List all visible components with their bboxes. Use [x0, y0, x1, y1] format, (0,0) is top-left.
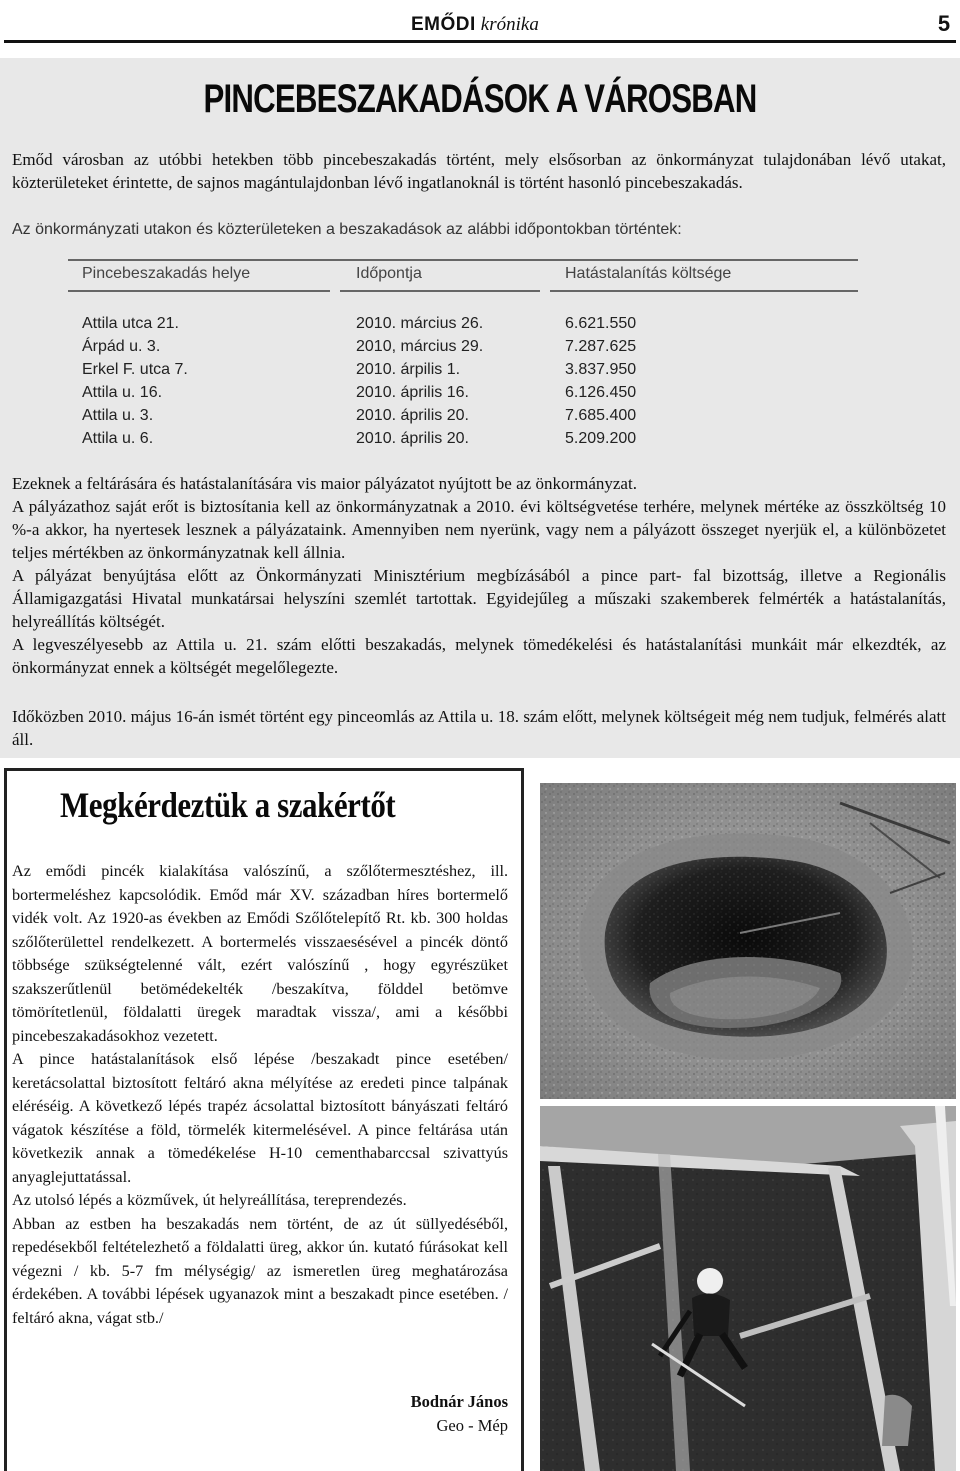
table-header-location: Pincebeszakadás helye — [82, 265, 251, 282]
table-cell-date: 2010. április 20. — [356, 430, 469, 447]
excavation-photo — [540, 1106, 956, 1471]
table-cell-cost: 6.126.450 — [565, 384, 637, 401]
table-header-cost: Hatástalanítás költsége — [565, 265, 732, 282]
table-cell-cost: 5.209.200 — [565, 430, 637, 447]
author-company: Geo - Mép — [436, 1416, 508, 1435]
table-cell-location: Attila u. 6. — [82, 430, 154, 447]
table-top-rule — [68, 259, 858, 261]
page-number: 5 — [930, 10, 958, 38]
body-paragraph: A legveszélyesebb az Attila u. 21. szám előtti beszakadás, melynek tömedékelési és hatástalanítási munkáit már elkezdték, az önkormányzat ennek a költségét megelőlegezte. — [12, 635, 946, 677]
table-cell-cost: 7.685.400 — [565, 407, 637, 424]
table-cell-cost: 7.287.625 — [565, 338, 637, 355]
masthead — [411, 12, 539, 37]
table-header-rule-1 — [68, 290, 330, 292]
table-intro-text: Az önkormányzati utakon és közterületeken a beszakadások az alábbi időpontokban történtek: — [12, 221, 682, 238]
box-frame-top — [4, 768, 524, 771]
table-header-date: Időpontja — [356, 265, 422, 282]
table-header-rule-2 — [340, 290, 540, 292]
body-paragraph: Ezeknek a feltárására és hatástalanítására vis maior pályázatot nyújtott be az önkormányzat. — [12, 474, 637, 493]
body-paragraph: A pályázat benyújtása előtt az Önkormányzati Minisztérium megbízásából a pince part- fal bizottság, illetve a Regionális Államigazgatási Hivatal munkatársai helyszíni szemlét tartottak. Egyidejűleg a műszaki szakemberek felmérték a hatástalanítás, helyreállítás költségét. — [12, 566, 946, 631]
table-cell-date: 2010. árpilis 1. — [356, 361, 461, 378]
interview-title: Megkérdeztük a szakértőt — [60, 785, 396, 825]
box-frame-right — [521, 768, 524, 1471]
sinkhole-image — [540, 783, 956, 1099]
table-intro — [12, 218, 946, 241]
interview-paragraph: A pince hatástalanítások első lépése /beszakadt pince esetében/ keretácsolattal biztosított feltáró akna mélyítése az eredeti pince talpának eléréséig. A következő lépés trapéz ácsolattal biztosított bányászati feltáró vágatok készítése a föld, törmelék kitermelésével. A pince feltárása után következik annak a tömedékelése H-10 cementhabarccsal szivattyús anyaglejuttatással. — [12, 1050, 508, 1186]
header-rule — [4, 40, 956, 43]
table-cell-location: Attila u. 16. — [82, 384, 163, 401]
excavation-image — [540, 1106, 956, 1471]
table-header-rule-3 — [550, 290, 858, 292]
article-body — [12, 472, 946, 679]
table-cell-date: 2010. április 20. — [356, 407, 469, 424]
table-cell-location: Attila u. 3. — [82, 407, 154, 424]
box-frame-left — [4, 768, 7, 1471]
table-cell-date: 2010. április 16. — [356, 384, 469, 401]
table-cell-location: Árpád u. 3. — [82, 338, 161, 355]
table-cell-cost: 6.621.550 — [565, 315, 637, 332]
interview-paragraph: Abban az estben ha beszakadás nem történt, de az út süllyedéséből, repedésekből feltételezhető a földalatti üreg, akkor ún. kutató fúrásokat kell végezni / kb. 5-7 fm mélységig/ az ismeretlen üreg meghatározása érdekében. A további lépések ugyanazok mint a beszakadt pince esetében. / feltáró akna, vágat stb./ — [12, 1214, 508, 1327]
table-cell-date: 2010. március 26. — [356, 315, 484, 332]
table-cell-cost: 3.837.950 — [565, 361, 637, 378]
closing-paragraph: Időközben 2010. május 16-án ismét történt egy pinceomlás az Attila u. 18. szám előtt, melynek költségeit még nem tudjuk, felmérés alatt áll. — [12, 707, 946, 749]
interview-paragraph: Az emődi pincék kialakítása valószínű, a szőlőtermesztéshez, ill. bortermeléshez kapcsolódik. Emőd már XV. században híres bortermelő vidék volt. Az 1920-as években az Emődi Szőlőtelepítő Rt. kb. 300 holdas szőlőterülettel rendelkezett. A bortermelés visszaesésével a pincék döntő többsége szükségtelenné vált, ezért valószínű , hogy egyrészüket szakszerűtlenül betömédekelték /beszakítva, földdel betömve tömörítetlenül, földalatti üregek maradtak vissza/, ami a későbbi pincebeszakadásokhoz vezetett. — [12, 862, 508, 1045]
author-name: Bodnár János — [410, 1392, 508, 1411]
intro-paragraph: Emőd városban az utóbbi hetekben több pincebeszakadás történt, mely elsősorban az önkormányzat tulajdonában lévő utakat, közterületeket érintette, de sajnos magántulajdonban lévő ingatlanoknál is történt hasonló pincebeszakadás. — [12, 150, 946, 192]
article-intro — [12, 148, 946, 194]
page-header — [0, 0, 960, 44]
interview-paragraph: Az utolsó lépés a közművek, út helyreállítása, tereprendezés. — [12, 1191, 407, 1209]
table-cell-location: Erkel F. utca 7. — [82, 361, 188, 378]
table-cell-location: Attila utca 21. — [82, 315, 179, 332]
article-closing — [12, 705, 946, 751]
masthead-subtitle: krónika — [480, 14, 539, 35]
masthead-brand: EMŐDI — [411, 14, 476, 35]
table-cell-date: 2010, március 29. — [356, 338, 484, 355]
body-paragraph: A pályázathoz saját erőt is biztosítania kell az önkormányzatnak a 2010. évi költségvetése terhére, melynek mértéke az összköltség 10 %-a akkor, ha nyertesek lesznek a pályázataink. Amennyiben nem nyerünk, vagy nem a pályázott összeget nyerjük el, a különbözetet teljes mértékben az önkormányzatnak kell állnia. — [12, 497, 946, 562]
article-title: PINCEBESZAKADÁSOK A VÁROSBAN — [203, 77, 757, 121]
interview-body — [12, 860, 508, 1330]
sinkhole-photo — [540, 783, 956, 1099]
